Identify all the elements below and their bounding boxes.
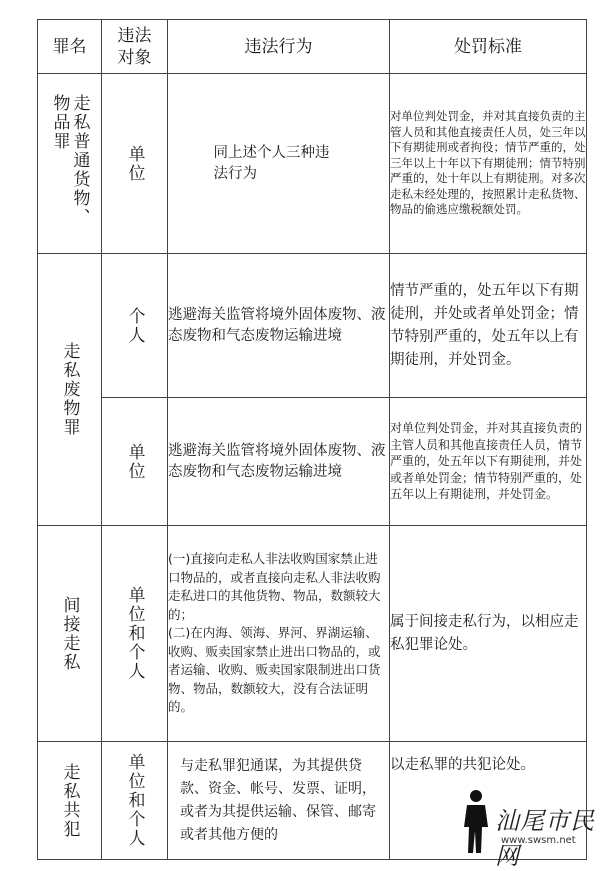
penalty-cell: 对单位判处罚金，并对其直接负责的主管人员和其他直接责任人员，情节严重的，处五年以下有期徒刑，并处或者单处罚金；情节特别严重的，处五年以上有期徒刑，并处罚金。 (390, 398, 587, 526)
subject-name: 单位和个人 (124, 586, 145, 681)
subject-name: 个人 (124, 306, 145, 345)
crime-table (37, 19, 587, 860)
subject-name: 单位 (124, 442, 145, 481)
table-row (38, 398, 587, 526)
subject-cell (102, 742, 168, 860)
table-row (38, 254, 587, 398)
subject-cell (102, 74, 168, 254)
behavior-text: 同上述个人三种违法行为 (213, 144, 330, 182)
subject-cell (102, 254, 168, 398)
subject-cell (102, 398, 168, 526)
crime-name: 走私废物罪 (59, 342, 80, 437)
table-row (38, 74, 587, 254)
header-crime: 罪名 (38, 20, 102, 74)
behavior-cell: 逃避海关监管将境外固体废物、液态废物和气态废物运输进境 (168, 398, 390, 526)
penalty-cell: 情节严重的，处五年以下有期徒刑，并处或者单处罚金；情节特别严重的，处五年以上有期徒刑，并处罚金。 (390, 254, 587, 398)
behavior-cell (168, 74, 390, 254)
header-behavior: 违法行为 (168, 20, 390, 74)
watermark-url: www.swsm.net (501, 835, 576, 846)
crime-name: 走私共犯 (59, 762, 80, 839)
behavior-cell: 与走私罪犯通谋，为其提供贷款、资金、帐号、发票、证明，或者为其提供运输、保管、邮寄或者其他方便的 (168, 742, 390, 860)
header-subject: 违法对象 (102, 20, 168, 74)
penalty-cell: 对单位判处罚金，并对其直接负责的主管人员和其他直接责任人员，处三年以下有期徒刑或者拘役；情节严重的，处三年以上十年以下有期徒刑；情节特别严重的，处十年以上有期徒刑。对多次走私未经处理的，按照累计走私货物、物品的偷逃应缴税额处罚。 (390, 74, 587, 254)
penalty-cell: 以走私罪的共犯论处。 (390, 742, 587, 860)
header-penalty: 处罚标准 (390, 20, 587, 74)
crime-name: 间接走私 (59, 595, 80, 672)
penalty-cell: 属于间接走私行为，以相应走私犯罪论处。 (390, 526, 587, 742)
subject-cell (102, 526, 168, 742)
crime-name: 走私普通货物、物品罪 (49, 93, 90, 227)
crime-cell (38, 254, 102, 526)
subject-name: 单位和个人 (124, 753, 145, 848)
behavior-cell: 逃避海关监管将境外固体废物、液态废物和气态废物运输进境 (168, 254, 390, 398)
person-silhouette-icon (457, 787, 495, 857)
behavior-cell (168, 526, 390, 742)
behavior-item-1: (一)直接向走私人非法收购国家禁止进口物品的，或者直接向走私人非法收购走私进口的其他货物、物品，数额较大的； (168, 551, 381, 622)
crime-cell (38, 526, 102, 742)
crime-cell (38, 742, 102, 860)
subject-name: 单位 (124, 144, 145, 183)
behavior-item-2: (二)在内海、领海、界河、界湖运输、收购、贩卖国家禁止进出口物品的，或者运输、收购、贩卖国家限制进出口货物、物品，数额较大，没有合法证明的。 (168, 625, 381, 715)
header-row (38, 20, 587, 74)
site-watermark (455, 787, 605, 870)
crime-cell (38, 74, 102, 254)
watermark-text: 汕尾市民网 (495, 807, 595, 870)
table-row (38, 526, 587, 742)
